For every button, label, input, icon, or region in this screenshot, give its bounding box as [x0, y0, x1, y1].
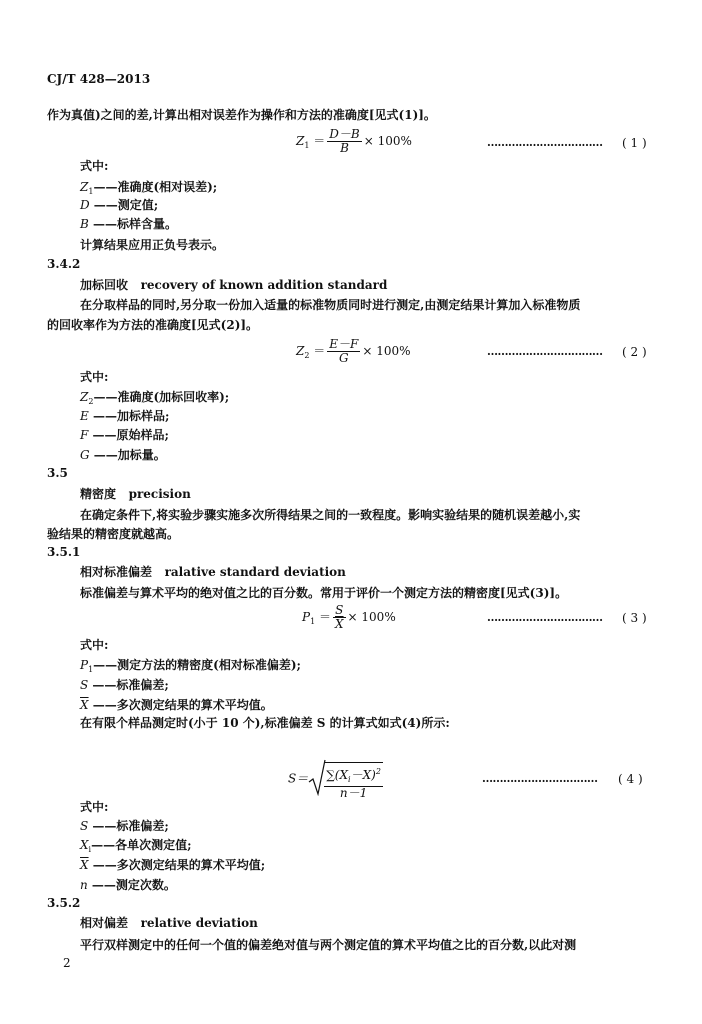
variable-def: $\overline{X}$ ——多次测定结果的算术平均值。 [80, 698, 273, 712]
variable-def: $X_i——$各单次测定值; [80, 838, 192, 854]
section-title: 精密度 precision [80, 487, 191, 501]
section-number: 3.5.1 [47, 545, 81, 559]
section-title: 加标回收 recovery of known addition standard [80, 278, 388, 292]
formula-3: $P_1$ ＝ $\frac{S}{X}$ × 100% [302, 603, 396, 631]
variable-def: $P_1——$测定方法的精密度(相对标准偏差); [80, 658, 301, 674]
section-number: 3.4.2 [47, 257, 81, 271]
paragraph: 在有限个样品测定时(小于 10 个),标准偏差 S 的计算式如式(4)所示: [80, 716, 450, 730]
section-title: 相对偏差 relative deviation [80, 916, 258, 930]
paragraph: 标准偏差与算术平均的绝对值之比的百分数。常用于评价一个测定方法的精密度[见式(3)]。 [80, 586, 568, 600]
variable-def: $\overline{X}$ ——多次测定结果的算术平均值; [80, 858, 266, 872]
section-title: 相对标准偏差 ralative standard deviation [80, 565, 346, 579]
where-label: 式中: [80, 638, 109, 652]
equation-number: ( 3 ) [622, 611, 647, 625]
formula-1: $Z_1$ ＝ $\frac{D-B}{B}$ × 100% [296, 127, 412, 155]
leader-dots: …………………………… [482, 772, 598, 785]
variable-def: D ——测定值; [80, 198, 159, 212]
where-label: 式中: [80, 370, 109, 384]
section-number: 3.5 [47, 466, 68, 480]
page-number: 2 [63, 956, 71, 970]
formula-numerator: D－B [329, 127, 360, 141]
variable-def: S ——标准偏差; [80, 678, 169, 692]
leader-dots: …………………………… [487, 136, 603, 149]
leader-dots: …………………………… [487, 611, 603, 624]
where-label: 式中: [80, 800, 109, 814]
variable-def: $Z_1——$准确度(相对误差); [80, 180, 218, 196]
formula-denominator: B [340, 141, 349, 155]
where-label: 式中: [80, 159, 109, 173]
variable-def: G ——加标量。 [80, 448, 166, 462]
variable-def: F ——原始样品; [80, 428, 169, 442]
paragraph: 在分取样品的同时,另分取一份加入适量的标准物质同时进行测定,由测定结果计算加入标准物质 [80, 298, 581, 312]
paragraph: 作为真值)之间的差,计算出相对误差作为操作和方法的准确度[见式(1)]。 [47, 108, 436, 122]
variable-def: S ——标准偏差; [80, 819, 169, 833]
sqrt-sign: $\frac{\sum(X_i-X)^2}{n-1}$ [308, 762, 408, 796]
formula-subscript: 1 [304, 141, 310, 150]
variable-def: n ——测定次数。 [80, 878, 176, 892]
formula-rhs: × 100% [363, 134, 412, 148]
formula-2: $Z_2$ ＝ $\frac{E-F}{G}$ × 100% [296, 337, 411, 365]
variable-def: $Z_2——$准确度(加标回收率); [80, 390, 230, 406]
equation-number: ( 4 ) [618, 772, 643, 786]
equation-number: ( 2 ) [622, 345, 647, 359]
paragraph: 在确定条件下,将实验步骤实施多次所得结果之间的一致程度。影响实验结果的随机误差越小,实 [80, 508, 581, 522]
standard-code: CJ/T 428—2013 [47, 72, 151, 86]
variable-def: E ——加标样品; [80, 409, 170, 423]
equation-number: ( 1 ) [622, 136, 647, 150]
variable-def: B ——标样含量。 [80, 217, 178, 231]
paragraph: 平行双样测定中的任何一个值的偏差绝对值与两个测定值的算术平均值之比的百分数,以此对测 [80, 938, 577, 952]
note: 计算结果应用正负号表示。 [80, 238, 225, 252]
formula-4: S＝ $\frac{\sum(X_i-X)^2}{n-1}$ [288, 762, 408, 796]
paragraph: 验结果的精密度就越高。 [47, 527, 180, 541]
leader-dots: …………………………… [487, 345, 603, 358]
formula-symbol: Z [296, 134, 305, 148]
paragraph: 的回收率作为方法的准确度[见式(2)]。 [47, 318, 259, 332]
section-number: 3.5.2 [47, 896, 81, 910]
